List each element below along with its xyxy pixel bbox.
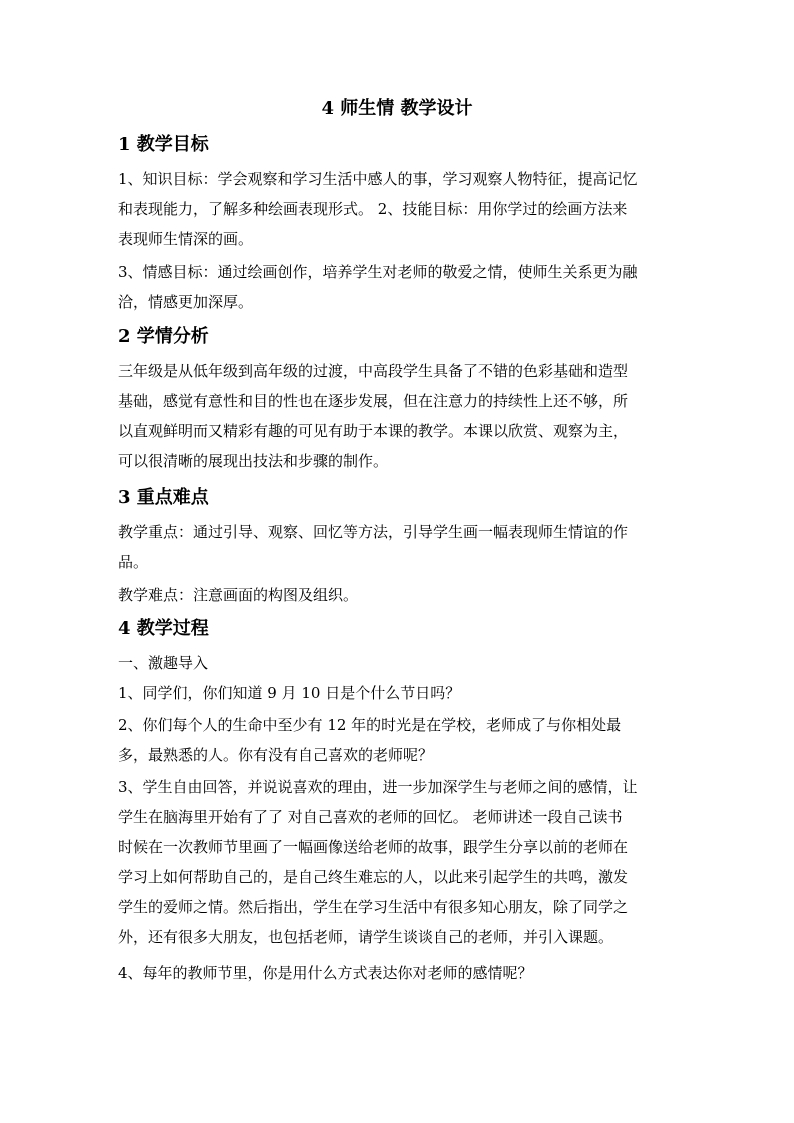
- text-line: 表现师生情深的画。: [118, 230, 254, 248]
- text-line: 三年级是从低年级到高年级的过渡，中高段学生具备了不错的色彩基础和造型: [118, 362, 629, 380]
- document-title: 4 师生情 教学设计: [321, 98, 473, 119]
- text-line: 3、学生自由回答，并说说喜欢的理由，进一步加深学生与老师之间的感情，让: [118, 778, 638, 796]
- text-line: 基础，感觉有意性和目的性也在逐步发展，但在注意力的持续性上还不够，所: [118, 392, 629, 410]
- paragraph-objectives-1: [118, 164, 678, 254]
- paragraph-process-1: [118, 648, 678, 678]
- text-line: 外，还有很多大朋友，也包括老师，请学生谈谈自己的老师，并引入课题。: [118, 928, 614, 946]
- text-line: 1、同学们，你们知道 9 月 10 日是个什么节日吗？: [118, 684, 461, 702]
- text-line: 教学难点：注意画面的构图及组织。: [118, 586, 359, 604]
- text-line: 以直观鲜明而又精彩有趣的可见有助于本课的教学。本课以欣赏、观察为主，: [118, 422, 629, 440]
- section-heading-objectives: 1 教学目标: [118, 134, 209, 155]
- paragraph-analysis-1: [118, 356, 678, 476]
- text-line: 1、知识目标：学会观察和学习生活中感人的事，学习观察人物特征，提高记忆: [118, 170, 638, 188]
- text-line: 和表现能力，了解多种绘画表现形式。 2、技能目标：用你学过的绘画方法来: [118, 200, 628, 218]
- text-line: 学生在脑海里开始有了了 对自己喜欢的老师的回忆。 老师讲述一段自己读书: [118, 808, 623, 826]
- text-line: 4、每年的教师节里，你是用什么方式表达你对老师的感情呢？: [118, 964, 533, 982]
- section-heading-key-points: 3 重点难点: [118, 487, 209, 508]
- text-line: 3、情感目标：通过绘画创作，培养学生对老师的敬爱之情，使师生关系更为融: [118, 263, 638, 281]
- paragraph-key-points-1: [118, 517, 678, 577]
- paragraph-key-points-2: [118, 580, 678, 610]
- text-line: 学生的爱师之情。然后指出，学生在学习生活中有很多知心朋友，除了同学之: [118, 898, 629, 916]
- text-line: 洽，情感更加深厚。: [118, 293, 254, 311]
- text-line: 品。: [118, 553, 149, 571]
- text-line: 一、激趣导入: [118, 654, 209, 672]
- text-line: 可以很清晰的展现出技法和步骤的制作。: [118, 452, 389, 470]
- text-line: 教学重点：通过引导、观察、回忆等方法，引导学生画一幅表现师生情谊的作: [118, 523, 629, 541]
- text-line: 2、你们每个人的生命中至少有 12 年的时光是在学校，老师成了与你相处最: [118, 716, 622, 734]
- paragraph-objectives-2: [118, 257, 678, 317]
- text-line: 时候在一次教师节里画了一幅画像送给老师的故事，跟学生分享以前的老师在: [118, 838, 629, 856]
- text-line: 多，最熟悉的人。你有没有自己喜欢的老师呢？: [118, 746, 434, 764]
- section-heading-analysis: 2 学情分析: [118, 326, 209, 347]
- paragraph-process-2: [118, 678, 678, 708]
- paragraph-process-3: [118, 710, 678, 770]
- text-line: 学习上如何帮助自己的，是自己终生难忘的人，以此来引起学生的共鸣，激发: [118, 868, 629, 886]
- paragraph-process-4: [118, 772, 678, 952]
- paragraph-process-5: [118, 958, 678, 988]
- section-heading-process: 4 教学过程: [118, 618, 209, 639]
